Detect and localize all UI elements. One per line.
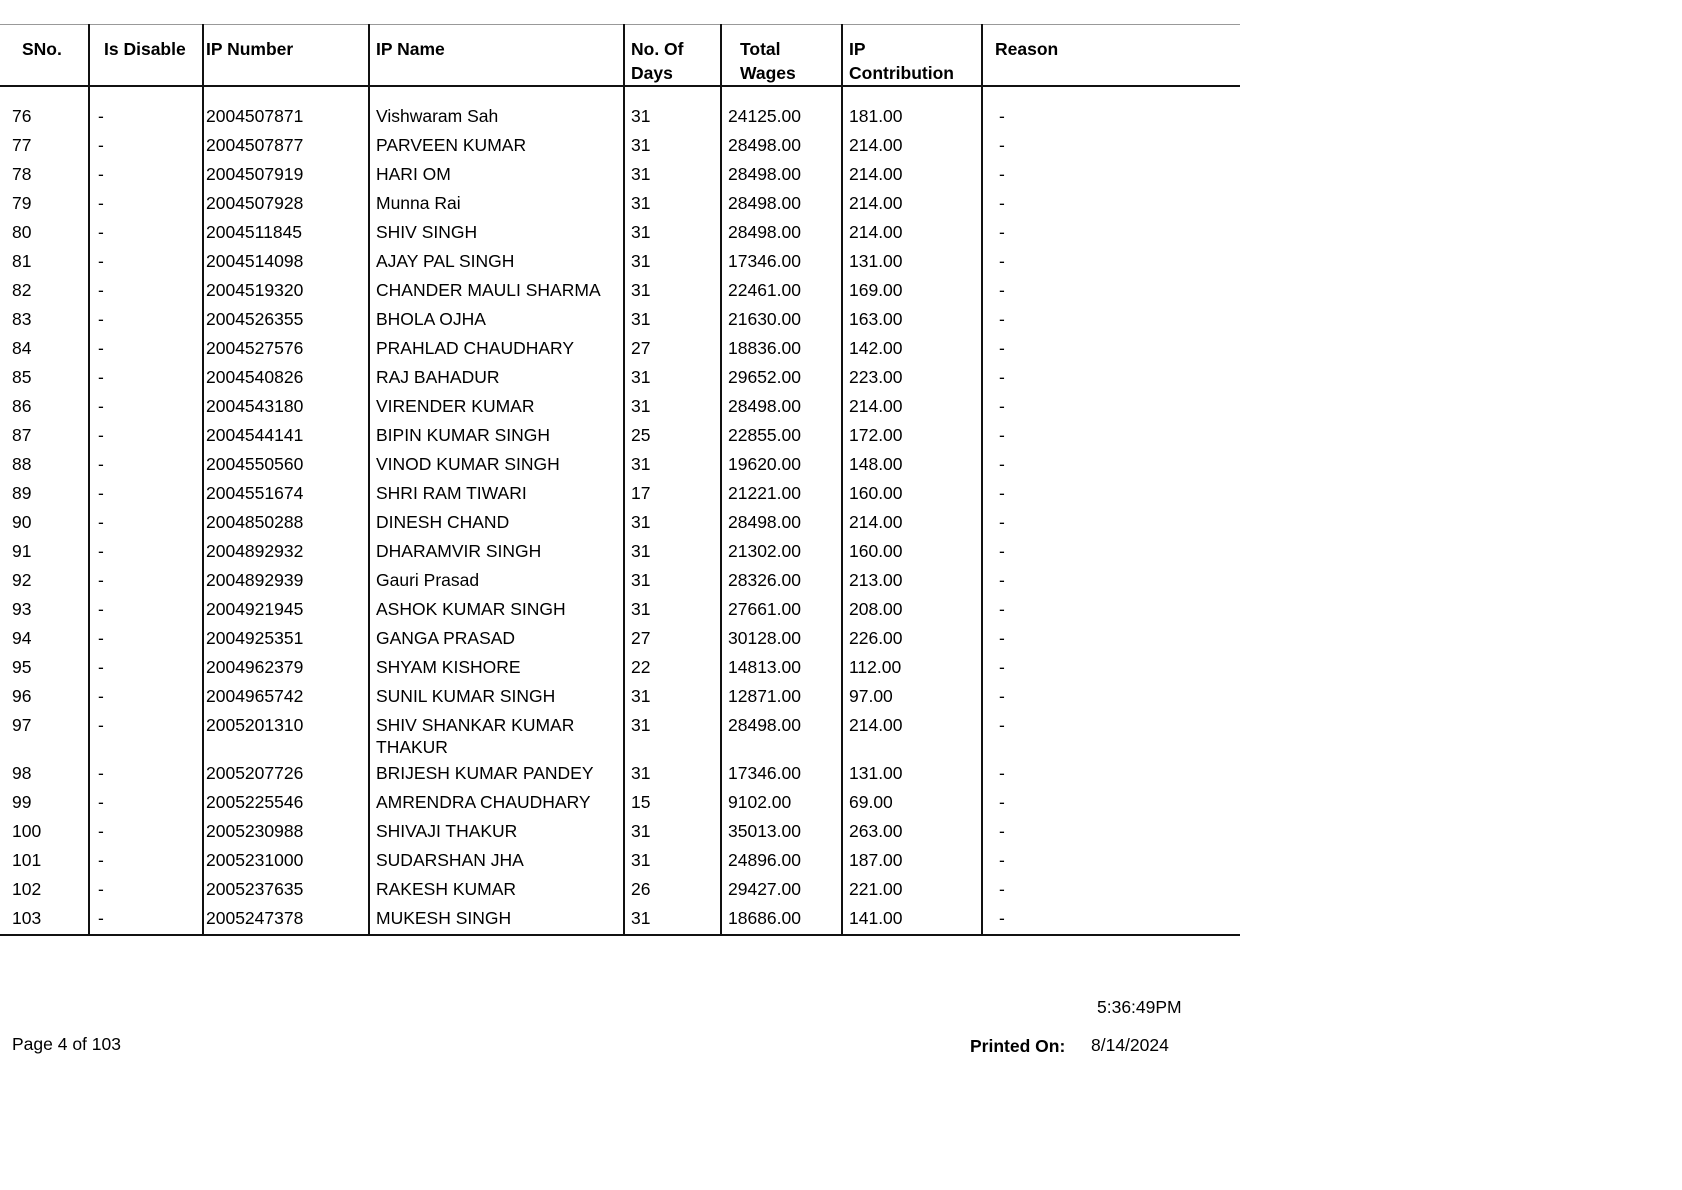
table-row <box>0 333 1240 362</box>
cell-ip-contribution: 226.00 <box>842 623 982 652</box>
cell-is-disable: - <box>89 536 203 565</box>
table-row <box>0 217 1240 246</box>
cell-no-of-days: 31 <box>624 507 721 536</box>
cell-ip-name: DINESH CHAND <box>369 507 624 536</box>
cell-total-wages: 22855.00 <box>721 420 842 449</box>
cell-total-wages: 30128.00 <box>721 623 842 652</box>
cell-ip-number: 2004543180 <box>203 391 369 420</box>
cell-no-of-days: 31 <box>624 101 721 130</box>
cell-is-disable: - <box>89 681 203 710</box>
cell-ip-name: Gauri Prasad <box>369 565 624 594</box>
spacer-cell <box>721 86 842 101</box>
cell-ip-contribution: 214.00 <box>842 391 982 420</box>
cell-ip-number: 2004551674 <box>203 478 369 507</box>
cell-ip-contribution: 214.00 <box>842 188 982 217</box>
cell-is-disable: - <box>89 391 203 420</box>
cell-sno: 91 <box>0 536 89 565</box>
cell-is-disable: - <box>89 188 203 217</box>
cell-no-of-days: 31 <box>624 275 721 304</box>
header-total-wages-line1: Total <box>740 39 781 59</box>
table-row <box>0 420 1240 449</box>
cell-is-disable: - <box>89 594 203 623</box>
header-reason: Reason <box>982 25 1240 87</box>
cell-sno: 78 <box>0 159 89 188</box>
cell-reason: - <box>999 251 1005 271</box>
cell-ip-name: AJAY PAL SINGH <box>369 246 624 275</box>
cell-reason: - <box>999 541 1005 561</box>
cell-ip-name: PRAHLAD CHAUDHARY <box>369 333 624 362</box>
cell-sno: 95 <box>0 652 89 681</box>
table-row <box>0 710 1240 758</box>
cell-ip-contribution: 213.00 <box>842 565 982 594</box>
cell-ip-number: 2004921945 <box>203 594 369 623</box>
cell-sno: 96 <box>0 681 89 710</box>
cell-total-wages: 21221.00 <box>721 478 842 507</box>
spacer-cell <box>89 86 203 101</box>
cell-sno: 98 <box>0 758 89 787</box>
cell-reason: - <box>999 879 1005 899</box>
cell-ip-name: SUNIL KUMAR SINGH <box>369 681 624 710</box>
cell-sno: 92 <box>0 565 89 594</box>
cell-reason: - <box>999 367 1005 387</box>
contribution-table <box>0 24 1240 936</box>
table-row <box>0 681 1240 710</box>
cell-no-of-days: 31 <box>624 304 721 333</box>
table-row <box>0 623 1240 652</box>
cell-is-disable: - <box>89 362 203 391</box>
cell-ip-name: SUDARSHAN JHA <box>369 845 624 874</box>
table-row <box>0 845 1240 874</box>
cell-total-wages: 28498.00 <box>721 188 842 217</box>
cell-ip-number: 2004892932 <box>203 536 369 565</box>
cell-reason: - <box>999 628 1005 648</box>
cell-sno: 97 <box>0 710 89 758</box>
cell-sno: 90 <box>0 507 89 536</box>
cell-is-disable: - <box>89 845 203 874</box>
cell-reason: - <box>999 715 1005 735</box>
cell-ip-contribution: 160.00 <box>842 536 982 565</box>
cell-total-wages: 18836.00 <box>721 333 842 362</box>
cell-ip-contribution: 163.00 <box>842 304 982 333</box>
cell-ip-contribution: 141.00 <box>842 903 982 935</box>
cell-no-of-days: 22 <box>624 652 721 681</box>
cell-no-of-days: 31 <box>624 594 721 623</box>
cell-no-of-days: 31 <box>624 217 721 246</box>
cell-total-wages: 28498.00 <box>721 159 842 188</box>
cell-ip-number: 2004965742 <box>203 681 369 710</box>
cell-ip-contribution: 148.00 <box>842 449 982 478</box>
cell-ip-name: DHARAMVIR SINGH <box>369 536 624 565</box>
cell-reason: - <box>982 903 1240 935</box>
cell-is-disable: - <box>89 275 203 304</box>
cell-total-wages: 28498.00 <box>721 130 842 159</box>
cell-reason: - <box>999 483 1005 503</box>
table-header <box>0 25 1240 87</box>
table-row <box>0 130 1240 159</box>
header-no-of-days <box>624 25 721 87</box>
cell-no-of-days: 31 <box>624 362 721 391</box>
cell-no-of-days: 31 <box>624 845 721 874</box>
cell-ip-name: GANGA PRASAD <box>369 623 624 652</box>
cell-is-disable: - <box>89 246 203 275</box>
cell-no-of-days: 31 <box>624 681 721 710</box>
cell-ip-number: 2004507919 <box>203 159 369 188</box>
cell-sno: 101 <box>0 845 89 874</box>
cell-ip-contribution: 112.00 <box>842 652 982 681</box>
cell-ip-name: BRIJESH KUMAR PANDEY <box>369 758 624 787</box>
cell-is-disable: - <box>89 565 203 594</box>
header-ip-name: IP Name <box>369 25 624 87</box>
cell-no-of-days: 25 <box>624 420 721 449</box>
cell-total-wages: 21302.00 <box>721 536 842 565</box>
cell-ip-contribution: 223.00 <box>842 362 982 391</box>
printed-on-label: Printed On: <box>970 1036 1066 1056</box>
cell-sno: 80 <box>0 217 89 246</box>
cell-total-wages: 17346.00 <box>721 758 842 787</box>
table-row <box>0 565 1240 594</box>
table-row <box>0 449 1240 478</box>
cell-ip-number: 2005230988 <box>203 816 369 845</box>
table-body <box>0 86 1240 935</box>
cell-reason: - <box>999 106 1005 126</box>
cell-total-wages: 22461.00 <box>721 275 842 304</box>
spacer-cell <box>369 86 624 101</box>
cell-ip-contribution: 131.00 <box>842 758 982 787</box>
cell-ip-contribution: 187.00 <box>842 845 982 874</box>
table-row <box>0 594 1240 623</box>
cell-total-wages: 28498.00 <box>721 217 842 246</box>
cell-ip-number: 2004527576 <box>203 333 369 362</box>
cell-total-wages: 28326.00 <box>721 565 842 594</box>
cell-ip-name: BHOLA OJHA <box>369 304 624 333</box>
cell-ip-name: Vishwaram Sah <box>369 101 624 130</box>
cell-total-wages: 27661.00 <box>721 594 842 623</box>
header-ip-contribution-line1: IP <box>849 39 866 59</box>
cell-ip-number: 2004511845 <box>203 217 369 246</box>
cell-total-wages: 18686.00 <box>721 903 842 935</box>
cell-total-wages: 24896.00 <box>721 845 842 874</box>
cell-ip-name: SHIV SINGH <box>369 217 624 246</box>
cell-ip-number: 2005201310 <box>203 710 369 758</box>
cell-ip-contribution: 208.00 <box>842 594 982 623</box>
cell-reason: - <box>999 512 1005 532</box>
cell-total-wages: 19620.00 <box>721 449 842 478</box>
cell-ip-name: HARI OM <box>369 159 624 188</box>
cell-is-disable: - <box>89 130 203 159</box>
cell-sno: 81 <box>0 246 89 275</box>
cell-ip-number: 2004540826 <box>203 362 369 391</box>
cell-sno: 83 <box>0 304 89 333</box>
cell-no-of-days: 31 <box>624 246 721 275</box>
cell-no-of-days: 31 <box>624 565 721 594</box>
cell-is-disable: - <box>89 304 203 333</box>
cell-ip-number: 2005231000 <box>203 845 369 874</box>
cell-ip-number: 2004514098 <box>203 246 369 275</box>
cell-sno: 77 <box>0 130 89 159</box>
cell-is-disable: - <box>89 710 203 758</box>
cell-reason: - <box>999 599 1005 619</box>
cell-ip-name: RAJ BAHADUR <box>369 362 624 391</box>
cell-total-wages: 28498.00 <box>721 391 842 420</box>
cell-ip-name: SHIV SHANKAR KUMAR THAKUR <box>369 710 624 758</box>
cell-sno: 93 <box>0 594 89 623</box>
cell-reason: - <box>999 763 1005 783</box>
table-row <box>0 101 1240 130</box>
cell-ip-number: 2004544141 <box>203 420 369 449</box>
cell-is-disable: - <box>89 816 203 845</box>
cell-total-wages: 29652.00 <box>721 362 842 391</box>
cell-sno: 99 <box>0 787 89 816</box>
cell-reason: - <box>999 792 1005 812</box>
table-row <box>0 478 1240 507</box>
cell-is-disable: - <box>89 101 203 130</box>
cell-ip-name: SHYAM KISHORE <box>369 652 624 681</box>
cell-ip-contribution: 142.00 <box>842 333 982 362</box>
cell-total-wages: 24125.00 <box>721 101 842 130</box>
cell-total-wages: 21630.00 <box>721 304 842 333</box>
table-row <box>0 652 1240 681</box>
table-row <box>0 816 1240 845</box>
cell-ip-contribution: 214.00 <box>842 507 982 536</box>
header-ip-contribution <box>842 25 982 87</box>
cell-no-of-days: 31 <box>624 903 721 935</box>
cell-is-disable: - <box>89 217 203 246</box>
cell-reason: - <box>999 425 1005 445</box>
header-sno: SNo. <box>0 25 89 87</box>
cell-ip-contribution: 214.00 <box>842 159 982 188</box>
cell-ip-name: VIRENDER KUMAR <box>369 391 624 420</box>
cell-ip-contribution: 172.00 <box>842 420 982 449</box>
cell-reason: - <box>999 222 1005 242</box>
cell-sno: 87 <box>0 420 89 449</box>
cell-ip-name: SHIVAJI THAKUR <box>369 816 624 845</box>
cell-ip-contribution: 263.00 <box>842 816 982 845</box>
cell-total-wages: 29427.00 <box>721 874 842 903</box>
cell-no-of-days: 31 <box>624 159 721 188</box>
cell-reason: - <box>999 850 1005 870</box>
cell-is-disable: - <box>89 449 203 478</box>
cell-is-disable: - <box>89 758 203 787</box>
cell-reason: - <box>999 821 1005 841</box>
table-row <box>0 903 1240 935</box>
cell-no-of-days: 15 <box>624 787 721 816</box>
printed-on-date: 8/14/2024 <box>1091 1035 1169 1055</box>
cell-total-wages: 17346.00 <box>721 246 842 275</box>
cell-ip-name: Munna Rai <box>369 188 624 217</box>
cell-ip-number: 2005225546 <box>203 787 369 816</box>
cell-ip-name: MUKESH SINGH <box>369 903 624 935</box>
header-no-of-days-line2: Days <box>631 63 673 83</box>
cell-reason: - <box>999 309 1005 329</box>
cell-reason: - <box>999 193 1005 213</box>
cell-no-of-days: 26 <box>624 874 721 903</box>
contribution-table-container <box>0 24 1240 936</box>
cell-ip-contribution: 97.00 <box>842 681 982 710</box>
cell-reason: - <box>999 338 1005 358</box>
cell-is-disable: - <box>89 623 203 652</box>
cell-total-wages: 9102.00 <box>721 787 842 816</box>
table-row <box>0 159 1240 188</box>
cell-ip-number: 2004850288 <box>203 507 369 536</box>
header-total-wages-line2: Wages <box>740 63 796 83</box>
cell-is-disable: - <box>89 787 203 816</box>
cell-sno: 84 <box>0 333 89 362</box>
spacer-cell <box>842 86 982 101</box>
cell-ip-number: 2004550560 <box>203 449 369 478</box>
cell-ip-contribution: 160.00 <box>842 478 982 507</box>
cell-is-disable: - <box>89 420 203 449</box>
table-row <box>0 507 1240 536</box>
cell-ip-contribution: 181.00 <box>842 101 982 130</box>
cell-is-disable: - <box>89 903 203 935</box>
cell-ip-number: 2004962379 <box>203 652 369 681</box>
cell-sno: 89 <box>0 478 89 507</box>
cell-sno: 82 <box>0 275 89 304</box>
cell-ip-contribution: 214.00 <box>842 130 982 159</box>
cell-reason: - <box>999 657 1005 677</box>
cell-total-wages: 35013.00 <box>721 816 842 845</box>
cell-no-of-days: 27 <box>624 333 721 362</box>
cell-is-disable: - <box>89 478 203 507</box>
cell-is-disable: - <box>89 652 203 681</box>
table-header-row <box>0 25 1240 87</box>
cell-total-wages: 12871.00 <box>721 681 842 710</box>
cell-sno: 103 <box>0 903 89 935</box>
cell-reason: - <box>999 164 1005 184</box>
cell-reason: - <box>999 686 1005 706</box>
spacer-cell <box>624 86 721 101</box>
cell-no-of-days: 17 <box>624 478 721 507</box>
table-spacer-row <box>0 86 1240 101</box>
cell-reason: - <box>999 570 1005 590</box>
cell-no-of-days: 31 <box>624 130 721 159</box>
cell-is-disable: - <box>89 874 203 903</box>
spacer-cell <box>982 86 1240 101</box>
header-ip-number: IP Number <box>203 25 369 87</box>
cell-ip-contribution: 214.00 <box>842 710 982 758</box>
cell-ip-name: SHRI RAM TIWARI <box>369 478 624 507</box>
cell-no-of-days: 27 <box>624 623 721 652</box>
cell-sno: 79 <box>0 188 89 217</box>
table-row <box>0 275 1240 304</box>
header-no-of-days-line1: No. Of <box>631 39 684 59</box>
cell-no-of-days: 31 <box>624 758 721 787</box>
cell-reason: - <box>999 135 1005 155</box>
cell-sno: 85 <box>0 362 89 391</box>
table-row <box>0 362 1240 391</box>
table-row <box>0 787 1240 816</box>
cell-ip-name: ASHOK KUMAR SINGH <box>369 594 624 623</box>
table-row <box>0 188 1240 217</box>
cell-ip-name: CHANDER MAULI SHARMA <box>369 275 624 304</box>
cell-no-of-days: 31 <box>624 710 721 758</box>
spacer-cell <box>203 86 369 101</box>
table-row <box>0 246 1240 275</box>
cell-sno: 86 <box>0 391 89 420</box>
cell-ip-number: 2005247378 <box>203 903 369 935</box>
cell-ip-number: 2004507877 <box>203 130 369 159</box>
cell-no-of-days: 31 <box>624 536 721 565</box>
cell-ip-number: 2004519320 <box>203 275 369 304</box>
cell-total-wages: 28498.00 <box>721 710 842 758</box>
header-total-wages <box>721 25 842 87</box>
cell-no-of-days: 31 <box>624 816 721 845</box>
cell-ip-number: 2004526355 <box>203 304 369 333</box>
cell-ip-number: 2005237635 <box>203 874 369 903</box>
table-row <box>0 536 1240 565</box>
cell-sno: 94 <box>0 623 89 652</box>
cell-ip-number: 2004507928 <box>203 188 369 217</box>
cell-ip-name: AMRENDRA CHAUDHARY <box>369 787 624 816</box>
cell-ip-contribution: 69.00 <box>842 787 982 816</box>
table-row <box>0 874 1240 903</box>
cell-ip-name: PARVEEN KUMAR <box>369 130 624 159</box>
header-ip-contribution-line2: Contribution <box>849 63 954 83</box>
page-indicator: Page 4 of 103 <box>12 1034 121 1054</box>
table-row <box>0 758 1240 787</box>
cell-ip-name: VINOD KUMAR SINGH <box>369 449 624 478</box>
cell-is-disable: - <box>89 507 203 536</box>
cell-ip-contribution: 169.00 <box>842 275 982 304</box>
cell-sno: 100 <box>0 816 89 845</box>
cell-ip-number: 2004892939 <box>203 565 369 594</box>
table-row <box>0 391 1240 420</box>
cell-ip-contribution: 214.00 <box>842 217 982 246</box>
cell-ip-number: 2004925351 <box>203 623 369 652</box>
spacer-cell <box>0 86 89 101</box>
cell-is-disable: - <box>89 159 203 188</box>
cell-no-of-days: 31 <box>624 188 721 217</box>
cell-reason: - <box>999 280 1005 300</box>
table-row <box>0 304 1240 333</box>
cell-ip-number: 2005207726 <box>203 758 369 787</box>
cell-ip-name: BIPIN KUMAR SINGH <box>369 420 624 449</box>
cell-total-wages: 14813.00 <box>721 652 842 681</box>
cell-sno: 76 <box>0 101 89 130</box>
cell-sno: 102 <box>0 874 89 903</box>
printed-time: 5:36:49PM <box>1097 997 1182 1017</box>
header-is-disable: Is Disable <box>89 25 203 87</box>
cell-is-disable: - <box>89 333 203 362</box>
cell-ip-contribution: 221.00 <box>842 874 982 903</box>
cell-ip-number: 2004507871 <box>203 101 369 130</box>
cell-no-of-days: 31 <box>624 449 721 478</box>
cell-sno: 88 <box>0 449 89 478</box>
cell-ip-contribution: 131.00 <box>842 246 982 275</box>
cell-reason: - <box>999 454 1005 474</box>
cell-reason: - <box>999 396 1005 416</box>
cell-total-wages: 28498.00 <box>721 507 842 536</box>
cell-no-of-days: 31 <box>624 391 721 420</box>
cell-ip-name: RAKESH KUMAR <box>369 874 624 903</box>
